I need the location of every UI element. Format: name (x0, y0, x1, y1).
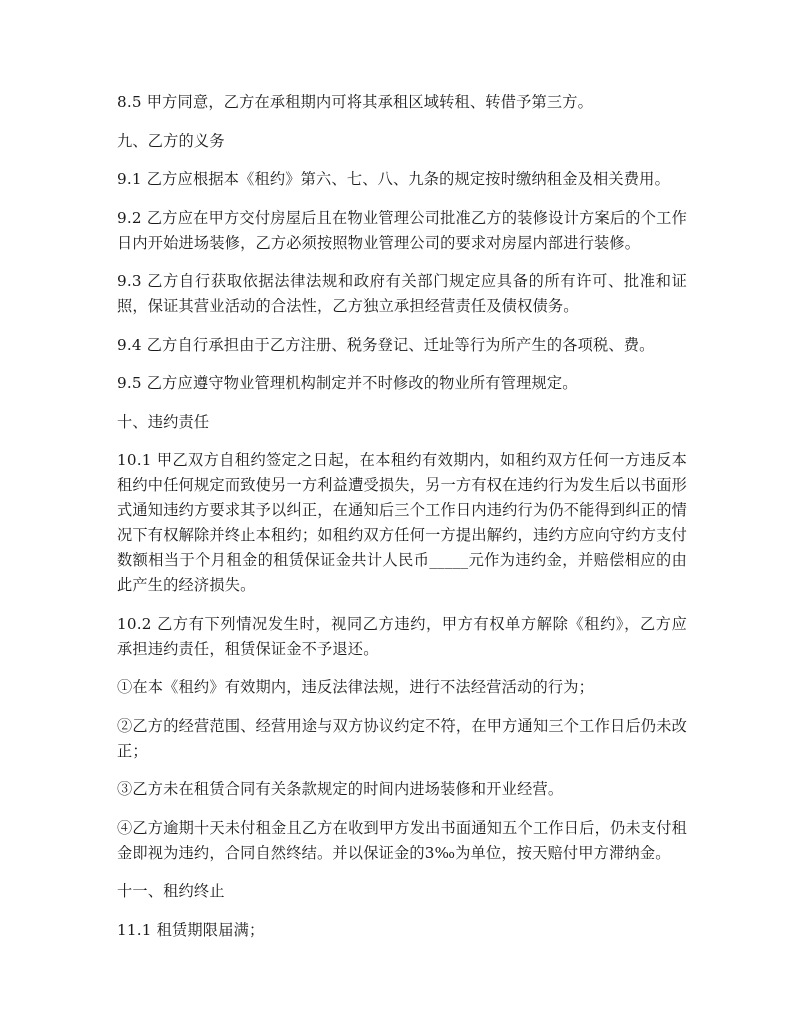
list-item-2: ②乙方的经营范围、经营用途与双方协议约定不符，在甲方通知三个工作日后仍未改正； (117, 716, 687, 760)
clause-9-4: 9.4 乙方自行承担由于乙方注册、税务登记、迁址等行为所产生的各项税、费。 (117, 335, 655, 354)
list-item-3: ③乙方未在租赁合同有关条款规定的时间内进场装修和开业经营。 (117, 780, 564, 798)
section-heading-10: 十、违约责任 (117, 412, 210, 431)
clause-9-5: 9.5 乙方应遵守物业管理机构制定并不时修改的物业所有管理规定。 (117, 374, 578, 392)
section-heading-11: 十一、租约终止 (117, 882, 225, 900)
clause-9-2: 9.2 乙方应在甲方交付房屋后且在物业管理公司批准乙方的装修设计方案后的个工作日内开始进场装修，乙方必须按照物业管理公司的要求对房屋内部进行装修。 (117, 208, 687, 252)
clause-10-1: 10.1 甲乙双方自租约签定之日起，在本租约有效期内，如租约双方任何一方违反本租约中任何规定而致使另一方利益遭受损失，另一方有权在违约行为发生后以书面形式通知违约方要求其予以纠正，在通知后三个工作日内违约行为仍不能得到纠正的情况下有权解除并终止本租约；如租约双方任何一方提出解约，违约方应向守约方支付数额相当于个月租金的租赁保证金共计人民币_____元作为违约金，并赔偿相应的由此产生的经济损失。 (117, 451, 687, 594)
list-item-4: ④乙方逾期十天未付租金且乙方在收到甲方发出书面通知五个工作日后，仍未支付租金即视为违约，合同自然终结。并以保证金的3‰为单位，按天赔付甲方滞纳金。 (117, 818, 687, 862)
list-item-1: ①在本《租约》有效期内，违反法律法规，进行不法经营活动的行为； (117, 678, 595, 696)
clause-9-3: 9.3 乙方自行获取依据法律法规和政府有关部门规定应具备的所有许可、批准和证照，保证其营业活动的合法性，乙方独立承担经营责任及债权债务。 (117, 272, 687, 315)
clause-9-1: 9.1 乙方应根据本《租约》第六、七、八、九条的规定按时缴纳租金及相关费用。 (117, 170, 670, 188)
document-body (117, 90, 687, 943)
section-heading-9: 九、乙方的义务 (117, 131, 225, 150)
clause-8-5: 8.5 甲方同意，乙方在承租期内可将其承租区域转租、转借予第三方。 (117, 93, 594, 111)
clause-10-2: 10.2 乙方有下列情况发生时，视同乙方违约，甲方有权单方解除《租约》，乙方应承担违约责任，租赁保证金不予退还。 (117, 614, 687, 658)
clause-11-1: 11.1 租赁期限届满； (117, 920, 265, 939)
